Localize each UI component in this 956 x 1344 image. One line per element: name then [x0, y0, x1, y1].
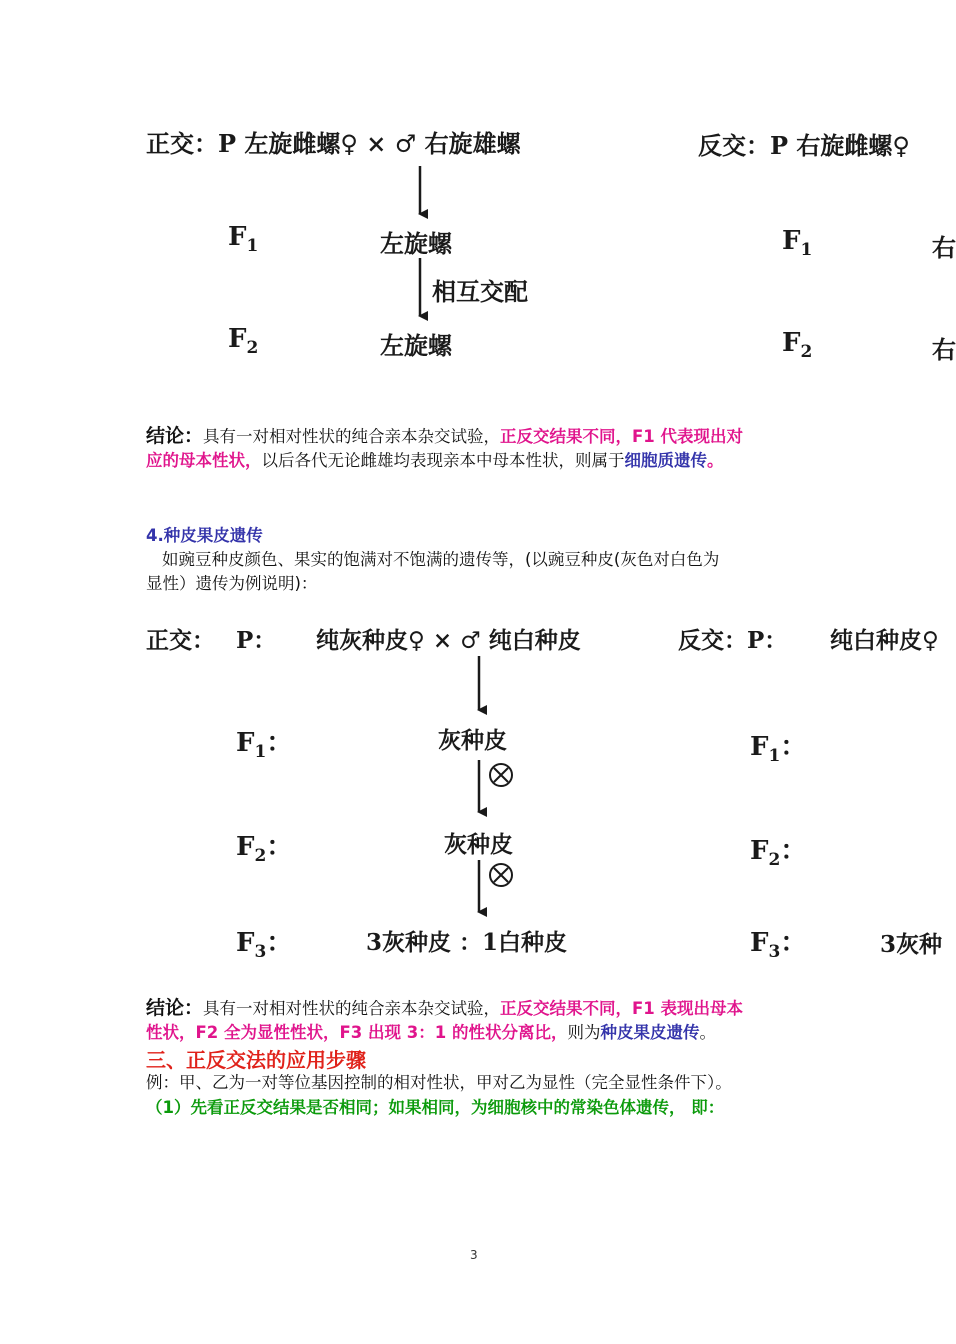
conclusion2-line1 [146, 996, 743, 1021]
conclusion2-text-c: 性状，F2 全为显性性状，F3 出现 3：1 的性状分离比， [146, 1023, 568, 1042]
f3-right-partial: 3灰种 [880, 931, 943, 958]
conclusion2-line2 [146, 1021, 716, 1045]
page-number: 3 [470, 1248, 478, 1262]
gen-f2-left: $F_2$ [228, 324, 259, 359]
conclusion1-text-a: 具有一对相对性状的纯合亲本杂交试验， [203, 427, 501, 446]
gen2-f1-left: $F_1$： [236, 728, 293, 763]
conclusion1-text-e: 细胞质遗传 [624, 451, 707, 470]
conclusion1-text-c: 应的母本性状， [146, 451, 262, 470]
conclusion1-label: 结论： [146, 425, 204, 447]
f1-left-phenotype: 左旋螺 [380, 229, 452, 258]
fanjiao-label: 反交：P： [678, 627, 788, 654]
gen2-f3-left: $F_3$： [236, 928, 293, 963]
gen2-f2-left: $F_2$： [236, 832, 293, 867]
conclusion2-text-b: 正反交结果不同，F1 表现出母本 [500, 999, 744, 1018]
f1-right-phenotype: 右 [932, 233, 956, 262]
cross-line-zhengjiao: 正交：P 左旋雌螺♀ × ♂ 右旋雄螺 [146, 129, 521, 158]
conclusion2-label: 结论： [146, 997, 204, 1019]
f3-phenotype-2: 3灰种皮 ：1白种皮 [366, 929, 568, 956]
f1-phenotype-2: 灰种皮 [438, 727, 507, 754]
zhengjiao-label: 正交： [146, 627, 215, 654]
f2-phenotype-2: 灰种皮 [444, 831, 513, 858]
mating-label: 相互交配 [432, 277, 528, 306]
cross-line-2: 纯灰种皮♀ × ♂ 纯白种皮 [316, 627, 581, 654]
section3-step1: （1）先看正反交结果是否相同；如果相同，为细胞核中的常染色体遗传， 即： [146, 1098, 725, 1117]
gen2-f2-right: $F_2$： [750, 836, 807, 871]
p-label: P： [236, 627, 277, 654]
conclusion2-text-d: 则为 [567, 1023, 601, 1042]
section4-line2: 显性）遗传为例说明)： [146, 574, 318, 593]
section4-line1: 如豌豆种皮颜色、果实的饱满对不饱满的遗传等，(以豌豆种皮(灰色对白色为 [162, 550, 720, 569]
gen-f1-left: $F_1$ [228, 222, 259, 257]
conclusion1-text-d: 以后各代无论雌雄均表现亲本中母本性状，则属于 [261, 451, 625, 470]
conclusion2-text-f: 。 [699, 1023, 716, 1042]
section3-example: 例：甲、乙为一对等位基因控制的相对性状，甲对乙为显性（完全显性条件下）。 [146, 1073, 732, 1092]
gen2-f1-right: $F_1$： [750, 732, 807, 767]
right-cross-partial: 纯白种皮♀ [830, 627, 939, 654]
conclusion2-text-e: 种皮果皮遗传 [600, 1023, 700, 1042]
section3-heading: 三、正反交法的应用步骤 [146, 1048, 366, 1072]
gen-f1-right: $F_1$ [782, 226, 813, 261]
conclusion1-text-b: 正反交结果不同，F1 代表现出对 [500, 427, 744, 446]
cross-line-fanjiao: 反交：P 右旋雌螺♀ [698, 131, 910, 160]
gen2-f3-right: $F_3$： [750, 928, 807, 963]
f2-right-phenotype: 右 [932, 335, 956, 364]
f2-left-phenotype: 左旋螺 [380, 331, 452, 360]
conclusion1-text-f: 。 [707, 451, 724, 470]
gen-f2-right: $F_2$ [782, 328, 813, 363]
section4-heading: 4.种皮果皮遗传 [146, 526, 263, 545]
conclusion2-text-a: 具有一对相对性状的纯合亲本杂交试验， [203, 999, 501, 1018]
